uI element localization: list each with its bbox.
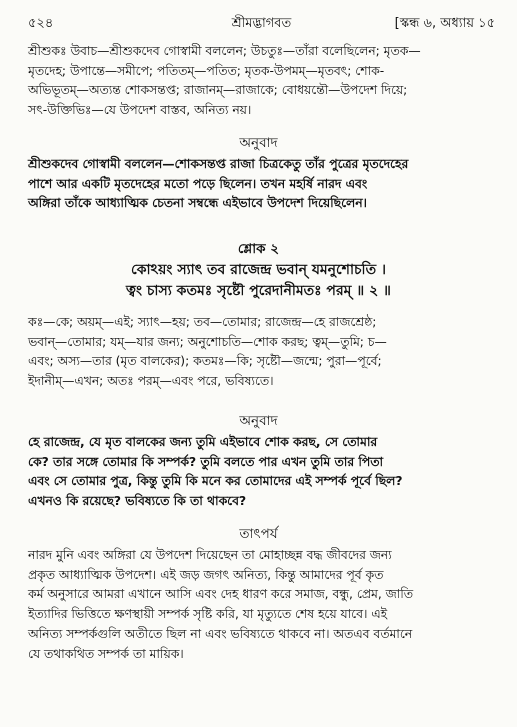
chapter-reference: [স্কন্ধ ৬, অধ্যায় ১৫ [394,16,495,31]
translation-line: এখনও কি রয়েছে? ভবিষ্যতে কি তা থাকবে? [28,494,247,509]
page-number: ৫২৪ [28,16,54,31]
translation-heading-2: অনুবাদ [239,413,278,429]
translation-line: পাশে আর একটি মৃতদেহের মতো পড়ে ছিলেন। তখন মহর্ষি নারদ এবং [28,176,368,191]
translation-line: কে? তার সঙ্গে তোমার কি সম্পর্ক? তুমি বলতে পার এখন তুমি তার পিতা [28,454,384,469]
purport-line: প্রকৃত আধ্যাত্মিক উপদেশ। এই জড় জগৎ অনিত্য, কিন্তু আমাদের পূর্ব কৃত [28,567,384,582]
verse-line: কোঽয়ং স্যাৎ তব রাজেন্দ্র ভবান্ যমনুশোচতি । [131,262,386,278]
verse-line: ত্বং চাস্য কতমঃ সৃষ্টৌ পুরেদানীমতঃ পরম্ ॥ ২ ॥ [126,283,391,299]
translation-heading-1: অনুবাদ [239,135,278,151]
synonyms-section-1 [28,42,493,121]
purport-line: অনিত্য সম্পর্কগুলি অতীতে ছিল না এবং ভবিষ্যতে থাকবে না। অতএব বর্তমানে [28,626,413,641]
synonym-line: সৎ-উক্তিভিঃ—যে উপদেশ বাস্তব, অনিত্য নয়। [28,103,252,118]
synonym-line: ইদানীম্—এখন; অতঃ পরম্—এবং পরে, ভবিষ্যতে। [28,374,274,389]
purport-heading: তাৎপর্য [239,526,278,542]
purport-line: নারদ মুনি এবং অঙ্গিরা যে উপদেশ দিয়েছেন তা মোহাচ্ছন্ন বদ্ধ জীবদের জন্য [28,548,392,562]
translation-section-2 [28,433,493,512]
translation-line: অঙ্গিরা তাঁকে আধ্যাত্মিক চেতনা সম্বন্ধে এইভাবে উপদেশ দিয়েছিলেন। [28,196,367,211]
page-header [28,14,495,34]
verse-text [0,260,517,302]
synonym-line: কঃ—কে; অয়ম্—এই; স্যাৎ—হয়; তব—তোমার; রাজেন্দ্র—হে রাজশ্রেষ্ঠ; [28,315,377,329]
purport-line: ইত্যাদির ভিত্তিতে ক্ষণস্থায়ী সম্পর্ক সৃষ্টি করি, যা মৃত্যুতে শেষ হয়ে যাবে। এই [28,607,388,622]
synonyms-section-2 [28,313,493,392]
synonym-line: এবং; অস্য—তার (মৃত বালকের); কতমঃ—কি; সৃষ্টৌ—জন্মে; পুরা—পূর্বে; [28,354,382,369]
purport-line: কর্ম অনুসারে আমরা এখানে আসি এবং দেহ ধারণ করে সমাজ, বন্ধু, প্রেম, জাতি [28,587,413,602]
synonym-line: ভবান্—তোমার; যম্—যার জন্য; অনুশোচতি—শোক করছ; ত্বম্—তুমি; চ— [28,334,387,349]
verse-heading: শ্লোক ২ [237,241,280,257]
book-title: শ্রীমদ্ভাগবত [231,16,292,31]
purport-section [28,546,493,664]
translation-line: এবং সে তোমার পুত্র, কিন্তু তুমি কি মনে কর তোমাদের এই সম্পর্ক পূর্বে ছিল? [28,474,403,489]
translation-line: শ্রীশুকদেব গোস্বামী বললেন—শোকসন্তপ্ত রাজা চিত্রকেতু তাঁর পুত্রের মৃতদেহের [28,157,409,171]
translation-line: হে রাজেন্দ্র, যে মৃত বালকের জন্য তুমি এইভাবে শোক করছ, সে তোমার [28,435,378,449]
synonym-line: শ্রীশুকঃ উবাচ—শ্রীশুকদেব গোস্বামী বললেন; উচতুঃ—তাঁরা বলেছিলেন; মৃতক— [28,44,421,58]
translation-section-1 [28,155,493,214]
purport-line: যে তথাকথিত সম্পর্ক তা মায়িক। [28,646,184,661]
synonym-line: মৃতদেহ; উপান্তে—সমীপে; পতিতম্—পতিত; মৃতক-উপমম্—মৃতবৎ; শোক- [28,63,385,78]
synonym-line: অভিভূতম্—অত্যন্ত শোকসন্তপ্ত; রাজানম্—রাজাকে; বোধয়ন্তৌ—উপদেশ দিয়ে; [28,83,408,98]
